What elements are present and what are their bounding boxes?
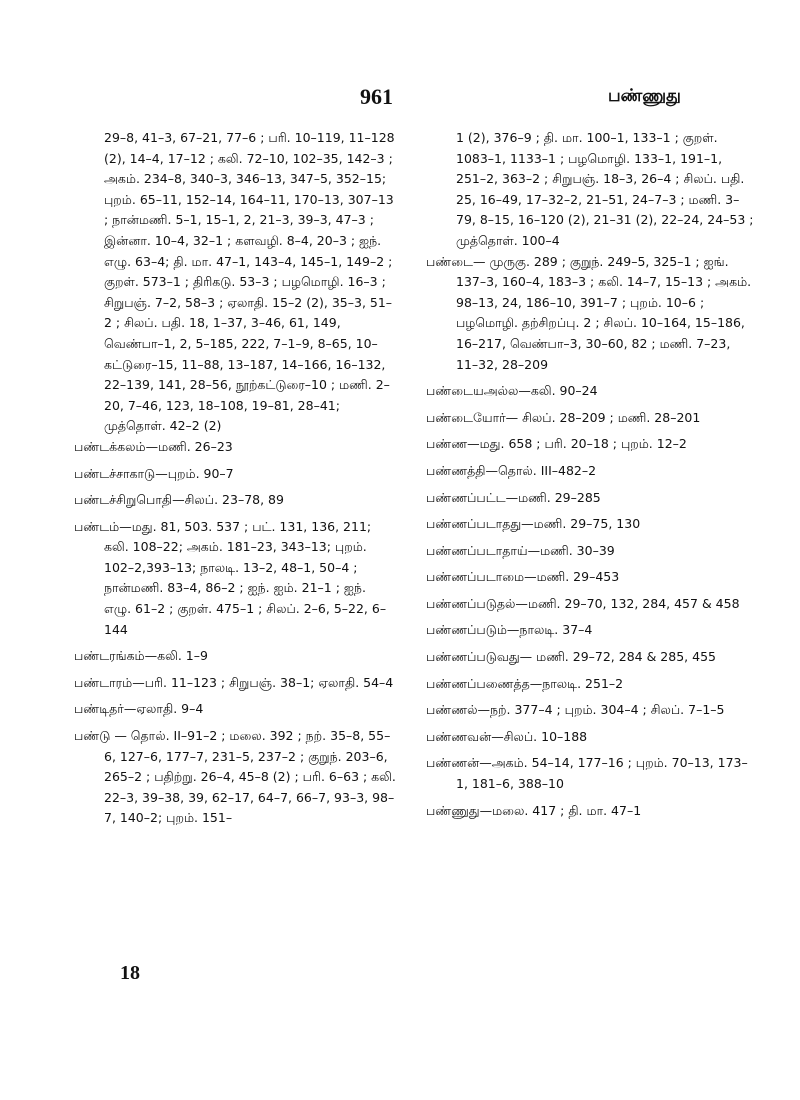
running-head: பண்ணுது: [608, 86, 681, 106]
index-entry: பண்டக்கலம்—மணி. 26–23: [74, 438, 233, 454]
index-entry: பண்டு — தொல். II–91–2 ; மலை. 392 ; நற். 35–8, 55–6, 127–6, 177–7, 231–5, 237–2 ; குறுந். 203–6, 265–2 ; பதிற்று. 26–4, 45–8 (2) ; பரி. 6–63 ; கலி. 22–3, 39–38, 39, 62–17, 64–7, 66–7, 93–3, 98–7, 140–2; புறம். 151–: [74, 728, 396, 826]
right-column: [426, 128, 756, 827]
index-entry: பண்ணவன்—சிலப். 10–188: [426, 728, 588, 744]
index-entry: பண்டம்—மது. 81, 503. 537 ; பட். 131, 136, 211; கலி. 108–22; அகம். 181–23, 343–13; புறம். 102–2,393–13; நாலடி. 13–2, 48–1, 50–4 ; நான்மணி. 83–4, 86–2 ; ஐந். ஐம். 21–1 ; ஐந். எழு. 61–2 ; குறள். 475–1 ; சிலப். 2–6, 5–22, 6–144: [74, 518, 387, 637]
index-entry: பண்ணப்படும்—நாலடி. 37–4: [426, 622, 593, 638]
index-entry: பண்ணுது—மலை. 417 ; தி. மா. 47–1: [426, 802, 642, 818]
index-entry: பண்டையஅல்ல—கலி. 90–24: [426, 383, 598, 399]
index-entry: பண்ண—மது. 658 ; பரி. 20–18 ; புறம். 12–2: [426, 436, 687, 452]
index-entry: 1 (2), 376–9 ; தி. மா. 100–1, 133–1 ; குறள். 1083–1, 1133–1 ; பழமொழி. 133–1, 191–1, 251–2, 363–2 ; சிறுபஞ். 18–3, 26–4 ; சிலப். பதி. 25, 16–49, 17–32–2, 21–51, 24–7–3 ; மணி. 3–79, 8–15, 16–120 (2), 21–31 (2), 22–24, 24–53 ; முத்தொள். 100–4: [456, 130, 754, 248]
index-entry: பண்டாரம்—பரி. 11–123 ; சிறுபஞ். 38–1; ஏலாதி. 54–4: [74, 674, 394, 690]
index-entry: பண்ணல்—நற். 377–4 ; புறம். 304–4 ; சிலப். 7–1–5: [426, 702, 725, 718]
index-entry: 29–8, 41–3, 67–21, 77–6 ; பரி. 10–119, 11–128 (2), 14–4, 17–12 ; கலி. 72–10, 102–35, 142–3 ; அகம். 234–8, 340–3, 346–13, 347–5, 352–15; புறம். 65–11, 152–14, 164–11, 170–13, 307–13 ; நான்மணி. 5–1, 15–1, 2, 21–3, 39–3, 47–3 ; இன்னா. 10–4, 32–1 ; களவழி. 8–4, 20–3 ; ஐந். எழு. 63–4; தி. மா. 47–1, 143–4, 145–1, 149–2 ; குறள். 573–1 ; திரிகடு. 53–3 ; பழமொழி. 16–3 ; சிறுபஞ். 7–2, 58–3 ; ஏலாதி. 15–2 (2), 35–3, 51–2 ; சிலப். பதி. 18, 1–37, 3–46, 61, 149, வெண்பா–1, 2, 5–185, 222, 7–1–9, 8–65, 10–கட்டுரை–15, 11–88, 13–187, 14–166, 16–132, 22–139, 141, 28–56, நூற்கட்டுரை–10 ; மணி. 2–20, 7–46, 123, 18–108, 19–81, 28–41; முத்தொள். 42–2 (2): [104, 130, 395, 434]
index-entry: பண்ணப்படாதது—மணி. 29–75, 130: [426, 516, 641, 532]
index-entry: பண்டச்சிறுபொதி—சிலப். 23–78, 89: [74, 492, 284, 508]
index-entry: பண்ணப்பட்ட—மணி. 29–285: [426, 489, 601, 505]
index-entry: பண்டை— முருகு. 289 ; குறுந். 249–5, 325–1 ; ஐங். 137–3, 160–4, 183–3 ; கலி. 14–7, 15–13 ; அகம். 98–13, 24, 186–10, 391–7 ; புறம். 10–6 ; பழமொழி. தற்சிறப்பு. 2 ; சிலப். 10–164, 15–186, 16–217, வெண்பா–3, 30–60, 82 ; மணி. 7–23, 11–32, 28–209: [426, 253, 752, 372]
page-number: 961: [360, 84, 393, 109]
left-column: [74, 128, 396, 835]
index-entry: பண்ணப்படாமை—மணி. 29–453: [426, 569, 620, 585]
index-entry: பண்டரங்கம்—கலி. 1–9: [74, 648, 208, 664]
index-entry: பண்ணப்படாதாய்—மணி. 30–39: [426, 542, 615, 558]
index-entry: பண்ணன்—அகம். 54–14, 177–16 ; புறம். 70–13, 173–1, 181–6, 388–10: [426, 755, 748, 792]
index-entry: பண்டச்சாகாடு—புறம். 90–7: [74, 465, 234, 481]
index-entry: பண்ணப்படுதல்—மணி. 29–70, 132, 284, 457 & 458: [426, 595, 740, 611]
signature-mark: 18: [120, 962, 140, 984]
index-entry: பண்ணத்தி—தொல். III–482–2: [426, 462, 597, 478]
index-entry: பண்ணப்பணைத்த—நாலடி. 251–2: [426, 675, 624, 691]
index-entry: பண்டிதர்—ஏலாதி. 9–4: [74, 701, 204, 717]
index-entry: பண்ணப்படுவது— மணி. 29–72, 284 & 285, 455: [426, 649, 716, 665]
index-entry: பண்டையோர்— சிலப். 28–209 ; மணி. 28–201: [426, 409, 701, 425]
